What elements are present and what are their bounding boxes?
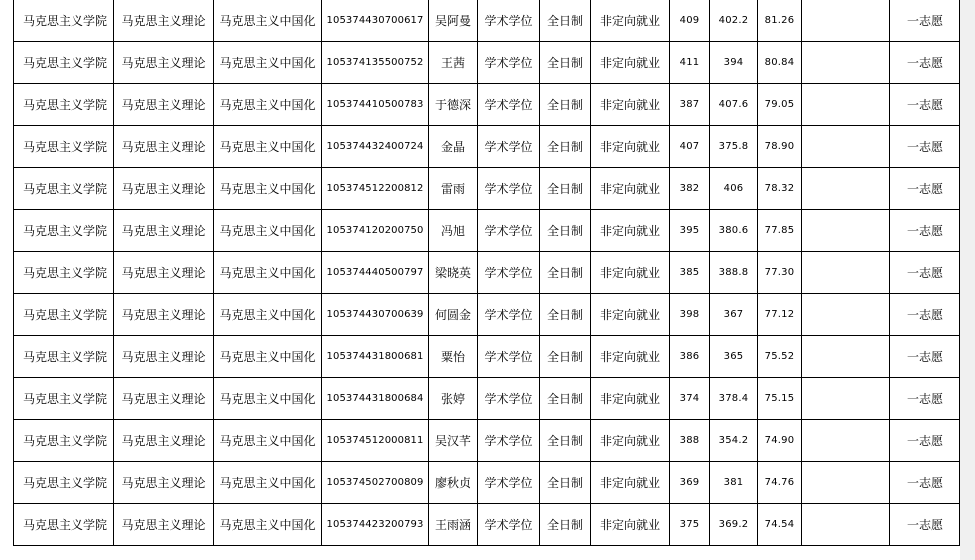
admission-list-table bbox=[13, 0, 960, 546]
cell-initial-score[interactable]: 382 bbox=[670, 168, 710, 210]
table-row bbox=[14, 462, 960, 504]
cell-direction[interactable]: 马克思主义中国化 bbox=[214, 504, 322, 546]
cell-degree-type[interactable]: 学术学位 bbox=[478, 336, 540, 378]
cell-college[interactable]: 马克思主义学院 bbox=[14, 294, 114, 336]
cell-direction[interactable]: 马克思主义中国化 bbox=[214, 84, 322, 126]
cell-employment[interactable]: 非定向就业 bbox=[591, 378, 670, 420]
cell-exam-id[interactable]: 105374423200793 bbox=[322, 504, 429, 546]
cell-remark[interactable] bbox=[802, 168, 890, 210]
table-row bbox=[14, 294, 960, 336]
cell-employment[interactable]: 非定向就业 bbox=[591, 462, 670, 504]
cell-name[interactable]: 王雨涵 bbox=[429, 504, 478, 546]
cell-retest-score[interactable]: 380.6 bbox=[710, 210, 758, 252]
cell-total-score[interactable]: 77.12 bbox=[758, 294, 802, 336]
cell-retest-score[interactable]: 375.8 bbox=[710, 126, 758, 168]
cell-initial-score[interactable]: 386 bbox=[670, 336, 710, 378]
cell-college[interactable]: 马克思主义学院 bbox=[14, 252, 114, 294]
cell-retest-score[interactable]: 354.2 bbox=[710, 420, 758, 462]
cell-degree-type[interactable]: 学术学位 bbox=[478, 294, 540, 336]
cell-employment[interactable]: 非定向就业 bbox=[591, 168, 670, 210]
cell-initial-score[interactable]: 385 bbox=[670, 252, 710, 294]
cell-remark[interactable] bbox=[802, 462, 890, 504]
cell-name[interactable]: 雷雨 bbox=[429, 168, 478, 210]
cell-study-mode[interactable]: 全日制 bbox=[540, 42, 591, 84]
cell-direction[interactable]: 马克思主义中国化 bbox=[214, 294, 322, 336]
cell-exam-id[interactable]: 105374440500797 bbox=[322, 252, 429, 294]
cell-employment[interactable]: 非定向就业 bbox=[591, 126, 670, 168]
cell-name[interactable]: 廖秋贞 bbox=[429, 462, 478, 504]
cell-college[interactable]: 马克思主义学院 bbox=[14, 0, 114, 42]
cell-employment[interactable]: 非定向就业 bbox=[591, 42, 670, 84]
table-row bbox=[14, 0, 960, 42]
cell-degree-type[interactable]: 学术学位 bbox=[478, 84, 540, 126]
cell-degree-type[interactable]: 学术学位 bbox=[478, 210, 540, 252]
cell-volunteer[interactable]: 一志愿 bbox=[890, 504, 960, 546]
cell-name[interactable]: 粟怡 bbox=[429, 336, 478, 378]
cell-degree-type[interactable]: 学术学位 bbox=[478, 0, 540, 42]
cell-initial-score[interactable]: 387 bbox=[670, 84, 710, 126]
cell-degree-type[interactable]: 学术学位 bbox=[478, 504, 540, 546]
cell-initial-score[interactable]: 388 bbox=[670, 420, 710, 462]
cell-study-mode[interactable]: 全日制 bbox=[540, 168, 591, 210]
cell-college[interactable]: 马克思主义学院 bbox=[14, 420, 114, 462]
cell-remark[interactable] bbox=[802, 210, 890, 252]
cell-major[interactable]: 马克思主义理论 bbox=[114, 462, 214, 504]
cell-exam-id[interactable]: 105374135500752 bbox=[322, 42, 429, 84]
cell-volunteer[interactable]: 一志愿 bbox=[890, 420, 960, 462]
cell-direction[interactable]: 马克思主义中国化 bbox=[214, 252, 322, 294]
cell-study-mode[interactable]: 全日制 bbox=[540, 504, 591, 546]
cell-retest-score[interactable]: 406 bbox=[710, 168, 758, 210]
cell-remark[interactable] bbox=[802, 336, 890, 378]
cell-remark[interactable] bbox=[802, 504, 890, 546]
cell-degree-type[interactable]: 学术学位 bbox=[478, 42, 540, 84]
cell-study-mode[interactable]: 全日制 bbox=[540, 126, 591, 168]
cell-study-mode[interactable]: 全日制 bbox=[540, 252, 591, 294]
cell-retest-score[interactable]: 381 bbox=[710, 462, 758, 504]
cell-exam-id[interactable]: 105374431800684 bbox=[322, 378, 429, 420]
cell-volunteer[interactable]: 一志愿 bbox=[890, 0, 960, 42]
cell-study-mode[interactable]: 全日制 bbox=[540, 378, 591, 420]
cell-direction[interactable]: 马克思主义中国化 bbox=[214, 378, 322, 420]
cell-degree-type[interactable]: 学术学位 bbox=[478, 378, 540, 420]
cell-initial-score[interactable]: 369 bbox=[670, 462, 710, 504]
cell-study-mode[interactable]: 全日制 bbox=[540, 420, 591, 462]
cell-study-mode[interactable]: 全日制 bbox=[540, 336, 591, 378]
cell-remark[interactable] bbox=[802, 84, 890, 126]
cell-initial-score[interactable]: 398 bbox=[670, 294, 710, 336]
cell-college[interactable]: 马克思主义学院 bbox=[14, 378, 114, 420]
cell-employment[interactable]: 非定向就业 bbox=[591, 252, 670, 294]
cell-remark[interactable] bbox=[802, 0, 890, 42]
cell-remark[interactable] bbox=[802, 378, 890, 420]
cell-employment[interactable]: 非定向就业 bbox=[591, 504, 670, 546]
cell-degree-type[interactable]: 学术学位 bbox=[478, 420, 540, 462]
cell-retest-score[interactable]: 378.4 bbox=[710, 378, 758, 420]
cell-major[interactable]: 马克思主义理论 bbox=[114, 126, 214, 168]
window-edge bbox=[960, 0, 975, 560]
cell-employment[interactable]: 非定向就业 bbox=[591, 420, 670, 462]
cell-major[interactable]: 马克思主义理论 bbox=[114, 504, 214, 546]
cell-major[interactable]: 马克思主义理论 bbox=[114, 210, 214, 252]
cell-remark[interactable] bbox=[802, 252, 890, 294]
cell-initial-score[interactable]: 374 bbox=[670, 378, 710, 420]
cell-name[interactable]: 梁晓英 bbox=[429, 252, 478, 294]
cell-initial-score[interactable]: 411 bbox=[670, 42, 710, 84]
cell-name[interactable]: 张婷 bbox=[429, 378, 478, 420]
cell-employment[interactable]: 非定向就业 bbox=[591, 0, 670, 42]
cell-degree-type[interactable]: 学术学位 bbox=[478, 168, 540, 210]
cell-exam-id[interactable]: 105374120200750 bbox=[322, 210, 429, 252]
cell-major[interactable]: 马克思主义理论 bbox=[114, 420, 214, 462]
cell-exam-id[interactable]: 105374502700809 bbox=[322, 462, 429, 504]
cell-study-mode[interactable]: 全日制 bbox=[540, 462, 591, 504]
cell-initial-score[interactable]: 375 bbox=[670, 504, 710, 546]
cell-direction[interactable]: 马克思主义中国化 bbox=[214, 168, 322, 210]
cell-employment[interactable]: 非定向就业 bbox=[591, 210, 670, 252]
cell-college[interactable]: 马克思主义学院 bbox=[14, 84, 114, 126]
cell-total-score[interactable]: 74.54 bbox=[758, 504, 802, 546]
cell-major[interactable]: 马克思主义理论 bbox=[114, 0, 214, 42]
cell-college[interactable]: 马克思主义学院 bbox=[14, 462, 114, 504]
cell-study-mode[interactable]: 全日制 bbox=[540, 210, 591, 252]
cell-direction[interactable]: 马克思主义中国化 bbox=[214, 210, 322, 252]
cell-major[interactable]: 马克思主义理论 bbox=[114, 294, 214, 336]
table-body bbox=[14, 0, 960, 546]
table-row bbox=[14, 168, 960, 210]
cell-volunteer[interactable]: 一志愿 bbox=[890, 168, 960, 210]
cell-volunteer[interactable]: 一志愿 bbox=[890, 294, 960, 336]
cell-employment[interactable]: 非定向就业 bbox=[591, 336, 670, 378]
cell-major[interactable]: 马克思主义理论 bbox=[114, 378, 214, 420]
table-row bbox=[14, 420, 960, 462]
cell-employment[interactable]: 非定向就业 bbox=[591, 294, 670, 336]
cell-retest-score[interactable]: 367 bbox=[710, 294, 758, 336]
cell-remark[interactable] bbox=[802, 42, 890, 84]
cell-volunteer[interactable]: 一志愿 bbox=[890, 378, 960, 420]
table-row bbox=[14, 378, 960, 420]
cell-college[interactable]: 马克思主义学院 bbox=[14, 336, 114, 378]
cell-degree-type[interactable]: 学术学位 bbox=[478, 126, 540, 168]
cell-degree-type[interactable]: 学术学位 bbox=[478, 252, 540, 294]
cell-name[interactable]: 何圆金 bbox=[429, 294, 478, 336]
cell-major[interactable]: 马克思主义理论 bbox=[114, 84, 214, 126]
cell-retest-score[interactable]: 369.2 bbox=[710, 504, 758, 546]
cell-name[interactable]: 冯旭 bbox=[429, 210, 478, 252]
cell-exam-id[interactable]: 105374430700639 bbox=[322, 294, 429, 336]
cell-college[interactable]: 马克思主义学院 bbox=[14, 42, 114, 84]
cell-exam-id[interactable]: 105374410500783 bbox=[322, 84, 429, 126]
cell-total-score[interactable]: 74.76 bbox=[758, 462, 802, 504]
cell-volunteer[interactable]: 一志愿 bbox=[890, 84, 960, 126]
cell-total-score[interactable]: 74.90 bbox=[758, 420, 802, 462]
cell-college[interactable]: 马克思主义学院 bbox=[14, 168, 114, 210]
cell-total-score[interactable]: 78.90 bbox=[758, 126, 802, 168]
cell-degree-type[interactable]: 学术学位 bbox=[478, 462, 540, 504]
cell-initial-score[interactable]: 409 bbox=[670, 0, 710, 42]
cell-exam-id[interactable]: 105374512200812 bbox=[322, 168, 429, 210]
cell-total-score[interactable]: 80.84 bbox=[758, 42, 802, 84]
cell-retest-score[interactable]: 388.8 bbox=[710, 252, 758, 294]
table-row bbox=[14, 84, 960, 126]
cell-volunteer[interactable]: 一志愿 bbox=[890, 42, 960, 84]
cell-employment[interactable]: 非定向就业 bbox=[591, 84, 670, 126]
cell-name[interactable]: 金晶 bbox=[429, 126, 478, 168]
cell-study-mode[interactable]: 全日制 bbox=[540, 294, 591, 336]
cell-retest-score[interactable]: 394 bbox=[710, 42, 758, 84]
table-row bbox=[14, 252, 960, 294]
cell-major[interactable]: 马克思主义理论 bbox=[114, 252, 214, 294]
cell-college[interactable]: 马克思主义学院 bbox=[14, 126, 114, 168]
cell-exam-id[interactable]: 105374432400724 bbox=[322, 126, 429, 168]
cell-college[interactable]: 马克思主义学院 bbox=[14, 210, 114, 252]
cell-college[interactable]: 马克思主义学院 bbox=[14, 504, 114, 546]
cell-exam-id[interactable]: 105374430700617 bbox=[322, 0, 429, 42]
cell-retest-score[interactable]: 365 bbox=[710, 336, 758, 378]
cell-name[interactable]: 吴汉芊 bbox=[429, 420, 478, 462]
cell-exam-id[interactable]: 105374512000811 bbox=[322, 420, 429, 462]
cell-initial-score[interactable]: 395 bbox=[670, 210, 710, 252]
cell-total-score[interactable]: 78.32 bbox=[758, 168, 802, 210]
cell-remark[interactable] bbox=[802, 126, 890, 168]
cell-major[interactable]: 马克思主义理论 bbox=[114, 42, 214, 84]
cell-total-score[interactable]: 75.52 bbox=[758, 336, 802, 378]
cell-total-score[interactable]: 77.30 bbox=[758, 252, 802, 294]
cell-direction[interactable]: 马克思主义中国化 bbox=[214, 126, 322, 168]
cell-direction[interactable]: 马克思主义中国化 bbox=[214, 42, 322, 84]
cell-study-mode[interactable]: 全日制 bbox=[540, 0, 591, 42]
cell-direction[interactable]: 马克思主义中国化 bbox=[214, 462, 322, 504]
cell-major[interactable]: 马克思主义理论 bbox=[114, 336, 214, 378]
table-row bbox=[14, 336, 960, 378]
cell-name[interactable]: 吴阿曼 bbox=[429, 0, 478, 42]
cell-retest-score[interactable]: 407.6 bbox=[710, 84, 758, 126]
cell-volunteer[interactable]: 一志愿 bbox=[890, 126, 960, 168]
cell-initial-score[interactable]: 407 bbox=[670, 126, 710, 168]
cell-remark[interactable] bbox=[802, 420, 890, 462]
table-row bbox=[14, 126, 960, 168]
table-row bbox=[14, 42, 960, 84]
cell-name[interactable]: 王茜 bbox=[429, 42, 478, 84]
cell-total-score[interactable]: 77.85 bbox=[758, 210, 802, 252]
cell-total-score[interactable]: 79.05 bbox=[758, 84, 802, 126]
cell-direction[interactable]: 马克思主义中国化 bbox=[214, 420, 322, 462]
cell-direction[interactable]: 马克思主义中国化 bbox=[214, 0, 322, 42]
table-row bbox=[14, 210, 960, 252]
cell-volunteer[interactable]: 一志愿 bbox=[890, 336, 960, 378]
cell-major[interactable]: 马克思主义理论 bbox=[114, 168, 214, 210]
cell-remark[interactable] bbox=[802, 294, 890, 336]
cell-direction[interactable]: 马克思主义中国化 bbox=[214, 336, 322, 378]
table-row bbox=[14, 504, 960, 546]
cell-volunteer[interactable]: 一志愿 bbox=[890, 252, 960, 294]
cell-study-mode[interactable]: 全日制 bbox=[540, 84, 591, 126]
cell-retest-score[interactable]: 402.2 bbox=[710, 0, 758, 42]
cell-volunteer[interactable]: 一志愿 bbox=[890, 462, 960, 504]
cell-volunteer[interactable]: 一志愿 bbox=[890, 210, 960, 252]
cell-name[interactable]: 于德深 bbox=[429, 84, 478, 126]
cell-exam-id[interactable]: 105374431800681 bbox=[322, 336, 429, 378]
cell-total-score[interactable]: 81.26 bbox=[758, 0, 802, 42]
cell-total-score[interactable]: 75.15 bbox=[758, 378, 802, 420]
